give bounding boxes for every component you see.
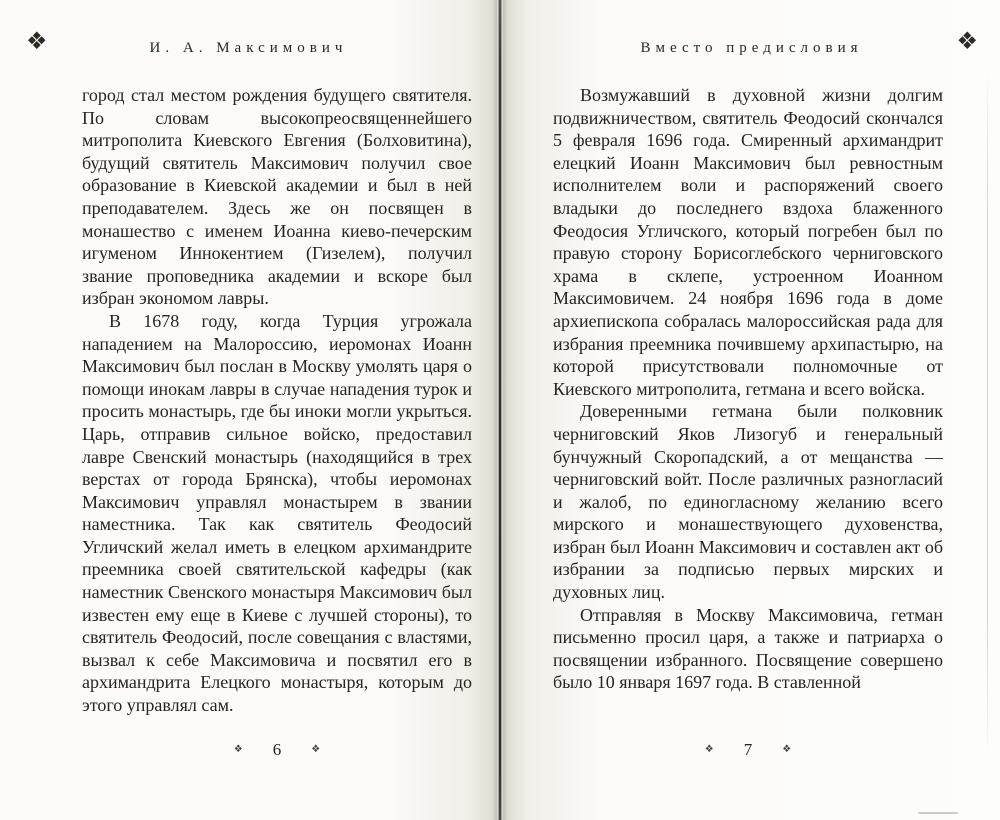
footer-ornament-icon: ❖ [782, 744, 792, 755]
paragraph: город стал местом рождения будущего святителя. По словам высокопреосвященнейшего митрополита Киевского Евгения (Болховитина), будущий святитель Максимович получил свое образование в Киевской академии и был в ней преподавателем. Здесь же он посвящен в монашество с именем Иоанна киево-печерским игуменом Иннокентием (Гизелем), получил звание проповедника академии и вскоре был избран экономом лавры. [82, 85, 472, 309]
corner-ornament-icon: ❖ [956, 29, 978, 55]
page-number: 6 [272, 740, 282, 759]
paragraph: Отправляя в Москву Максимовича, гетман письменно просил царя, а также и патриарха о посвящении избранного. Посвящение совершено было 10 января 1697 года. В ставленной [553, 604, 943, 693]
left-page-text [82, 84, 472, 717]
left-page [0, 0, 497, 820]
running-head-chapter: Вместо предисловия [640, 40, 863, 56]
page-stack-edge-bottom [918, 812, 958, 814]
spine-shadow-line [499, 0, 501, 820]
footer-ornament-icon: ❖ [704, 744, 714, 755]
book-spine-gutter [492, 0, 508, 820]
paragraph: Возмужавший в духовной жизни долгим подвижничеством, святитель Феодосий скончался 5 февраля 1696 года. Смиренный архимандрит елецкий Иоанн Максимович был ревностным исполнителем воли и распоряжений своего владыки до последнего вздоха блаженного Феодосия Угличского, который погребен был по правую сторону Борисоглебского черниговского храма в склепе, устроенном Иоанном Максимовичем. 24 ноября 1696 года в доме архиепископа собралась малороссийская рада для избрания преемника почившему архипастырю, на которой присутствовали полномочные от Киевского митрополита, гетмана и всего войска. [553, 85, 943, 399]
right-page-footer [553, 740, 943, 760]
right-page [503, 0, 1000, 820]
left-page-footer [82, 740, 472, 760]
corner-ornament-icon: ❖ [26, 29, 48, 55]
page-number: 7 [743, 740, 753, 759]
running-head-author: И. А. Максимович [149, 40, 348, 56]
footer-ornament-icon: ❖ [233, 744, 243, 755]
footer-ornament-icon: ❖ [311, 744, 321, 755]
paragraph: Доверенными гетмана были полковник черниговский Яков Лизогуб и генеральный бунчужный Скоропадский, а от мещанства — черниговский войт. После различных разногласий и жалоб, по единогласному желанию всего мирского и монашествующего духовенства, избран был Иоанн Максимович и составлен акт об избрании за подписью первых мирских и духовных лиц. [553, 401, 943, 603]
right-page-text [553, 84, 943, 694]
page-stack-edge [987, 70, 988, 760]
paragraph: В 1678 году, когда Турция угрожала нападением на Малороссию, иеромонах Иоанн Максимович был послан в Москву умолять царя о помощи инокам лавры в случае нападения турок и просить монастырь, где бы иноки могли укрыться. Царь, отправив сильное войско, предоставил лавре Свенский монастырь (находящийся в трех верстах от города Брянска), чтобы иеромонах Максимович управлял монастырем в звании наместника. Так как святитель Феодосий Угличский желал иметь в елецком архимандрите преемника своей святительской кафедры (как наместник Свенского монастыря Максимович был известен ему еще в Киеве с лучшей стороны), то святитель Феодосий, после совещания с властями, вызвал к себе Максимовича и посвятил его в архимандрита Елецкого монастыря, которым до этого управлял сам. [82, 310, 472, 716]
